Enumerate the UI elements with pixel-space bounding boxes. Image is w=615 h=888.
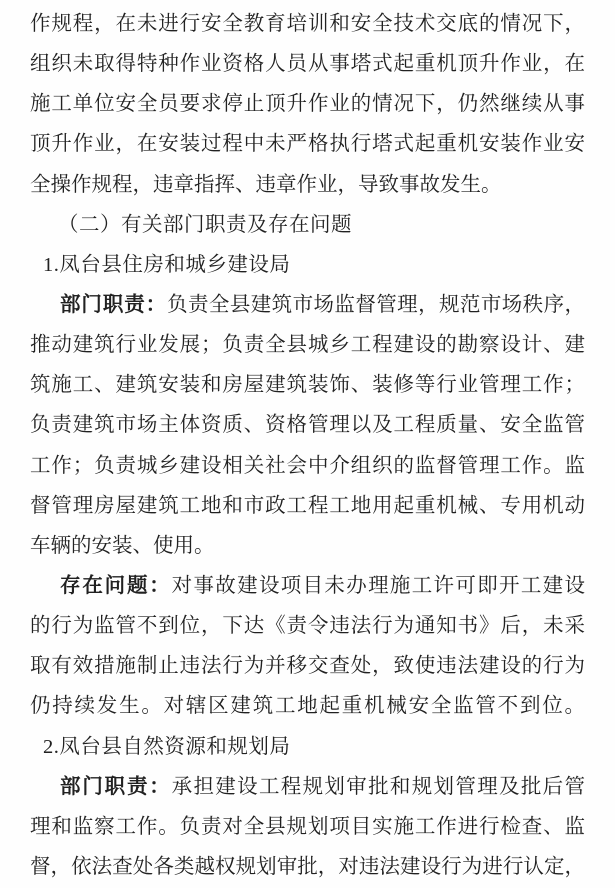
text-line — [30, 84, 585, 124]
text-line — [30, 807, 585, 847]
line-text: 作规程，在未进行安全教育培训和安全技术交底的情况下， — [30, 13, 585, 35]
text-line — [30, 4, 585, 44]
line-text: 全操作规程，违章指挥、违章作业，导致事故发生。 — [30, 173, 502, 196]
text-line — [30, 566, 585, 606]
line-text: 推动建筑行业发展；负责全县城乡工程建设的勘察设计、建 — [30, 334, 585, 357]
line-text: 负责全县建筑市场监督管理，规范市场秩序， — [167, 293, 586, 316]
text-line — [30, 44, 585, 84]
line-text: （二）有关部门职责及存在问题 — [58, 213, 352, 236]
line-text: 1.凤台县住房和城乡建设局 — [43, 253, 291, 276]
text-line — [30, 325, 585, 365]
line-text: 顶升作业，在安装过程中未严格执行塔式起重机安装作业安 — [30, 133, 585, 156]
text-line — [30, 606, 585, 646]
numbered-heading — [30, 245, 585, 285]
text-line — [30, 365, 585, 405]
line-text: 对事故建设项目未办理施工许可即开工建设 — [171, 574, 586, 597]
text-line — [30, 165, 585, 205]
line-text: 施工单位安全员要求停止顶升作业的情况下，仍然继续从事 — [30, 93, 585, 116]
text-line — [30, 405, 585, 445]
numbered-heading — [30, 727, 585, 767]
text-line — [30, 767, 585, 807]
line-text: 承担建设工程规划审批和规划管理及批后管 — [171, 775, 586, 798]
bold-label: 部门职责： — [60, 293, 168, 316]
text-line — [30, 285, 585, 325]
text-line — [30, 686, 585, 726]
text-line — [30, 646, 585, 686]
line-text: 车辆的安装、使用。 — [30, 534, 215, 557]
line-text: 工作；负责城乡建设相关社会中介组织的监督管理工作。监 — [30, 454, 585, 477]
line-text: 筑施工、建筑安装和房屋建筑装饰、装修等行业管理工作； — [30, 374, 585, 397]
line-text: 仍持续发生。对辖区建筑工地起重机械安全监管不到位。 — [30, 695, 585, 718]
document-text — [30, 4, 585, 887]
line-text: 组织未取得特种作业资格人员从事塔式起重机顶升作业，在 — [30, 53, 585, 76]
line-text: 督管理房屋建筑工地和市政工程工地用起重机械、专用机动 — [30, 494, 585, 517]
line-text: 理和监察工作。负责对全县规划项目实施工作进行检查、监 — [30, 815, 585, 838]
line-text: 取有效措施制止违法行为并移交查处，致使违法建设的行为 — [30, 655, 585, 678]
text-line — [30, 446, 585, 486]
text-line — [30, 847, 585, 887]
bold-label: 存在问题： — [60, 574, 172, 597]
bold-label: 部门职责： — [60, 775, 172, 798]
line-text: 的行为监管不到位，下达《责令违法行为通知书》后，未采 — [30, 615, 585, 638]
section-heading — [30, 205, 585, 245]
text-line — [30, 486, 585, 526]
text-line — [30, 124, 585, 164]
line-text: 2.凤台县自然资源和规划局 — [43, 735, 291, 758]
line-text: 督，依法查处各类越权规划审批，对违法建设行为进行认定， — [30, 855, 585, 878]
text-line — [30, 526, 585, 566]
line-text: 负责建筑市场主体资质、资格管理以及工程质量、安全监管 — [30, 414, 585, 437]
